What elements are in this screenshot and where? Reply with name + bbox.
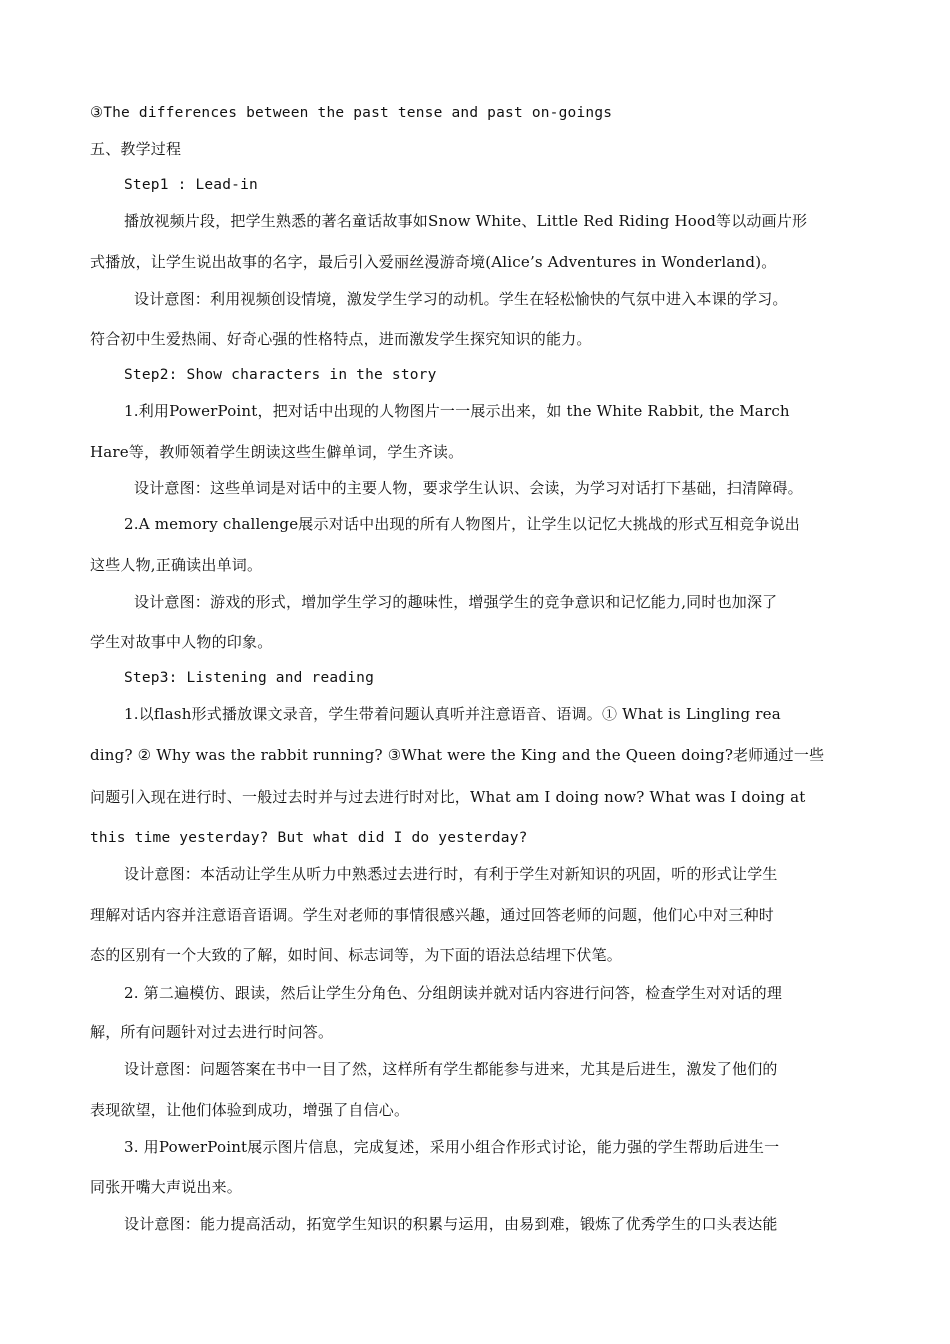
step2-heading: Step2: Show characters in the story — [124, 367, 437, 383]
design-intent-line: 设计意图：这些单词是对话中的主要人物，要求学生认识、会读，为学习对话打下基础，扫清障碍。 — [134, 479, 803, 497]
paragraph-line: 问题引入现在进行时、一般过去时并与过去进行时对比，What am I doing now? What was I doing at — [90, 788, 806, 806]
paragraph-line: 符合初中生爱热闹、好奇心强的性格特点，进而激发学生探究知识的能力。 — [90, 330, 592, 348]
paragraph-line: 2.A memory challenge展示对话中出现的所有人物图片，让学生以记忆大挑战的形式互相竞争说出 — [124, 515, 800, 533]
paragraph-line: 表现欲望，让他们体验到成功，增强了自信心。 — [90, 1101, 410, 1119]
paragraph-line: 1.利用PowerPoint，把对话中出现的人物图片一一展示出来，如 the White Rabbit, the March — [124, 402, 790, 420]
paragraph-line: 式播放，让学生说出故事的名字，最后引入爱丽丝漫游奇境(Alice’s Adventures in Wonderland)。 — [90, 253, 777, 271]
objective-3-line: ③The differences between the past tense and past on-goings — [90, 105, 613, 121]
design-intent-line: 设计意图：游戏的形式，增加学生学习的趣味性，增强学生的竞争意识和记忆能力,同时也加深了 — [134, 593, 778, 611]
design-intent-line: 设计意图：利用视频创设情境，激发学生学习的动机。学生在轻松愉快的气氛中进入本课的学习。 — [134, 290, 788, 308]
step3-heading: Step3: Listening and reading — [124, 670, 375, 686]
design-intent-line: 设计意图：能力提高活动，拓宽学生知识的积累与运用，由易到难，锻炼了优秀学生的口头表达能 — [124, 1215, 778, 1233]
paragraph-line: this time yesterday? But what did I do yesterday? — [90, 830, 528, 846]
paragraph-line: 态的区别有一个大致的了解，如时间、标志词等，为下面的语法总结埋下伏笔。 — [90, 946, 623, 964]
paragraph-line: Hare等，教师领着学生朗读这些生僻单词，学生齐读。 — [90, 443, 464, 461]
paragraph-line: 学生对故事中人物的印象。 — [90, 633, 273, 651]
paragraph-line: 3. 用PowerPoint展示图片信息，完成复述，采用小组合作形式讨论，能力强的学生帮助后进生一 — [124, 1138, 780, 1156]
design-intent-line: 设计意图：问题答案在书中一目了然，这样所有学生都能参与进来，尤其是后进生，激发了他们的 — [124, 1060, 778, 1078]
paragraph-line: 理解对话内容并注意语音语调。学生对老师的事情很感兴趣，通过回答老师的问题，他们心中对三种时 — [90, 906, 775, 924]
design-intent-line: 设计意图：本活动让学生从听力中熟悉过去进行时，有利于学生对新知识的巩固，听的形式让学生 — [124, 865, 778, 883]
section-heading-teaching-process: 五、教学过程 — [90, 140, 182, 158]
paragraph-line: 同张开嘴大声说出来。 — [90, 1178, 243, 1196]
paragraph-line: ding? ② Why was the rabbit running? ③What were the King and the Queen doing?老师通过一些 — [90, 746, 825, 764]
paragraph-line: 这些人物,正确读出单词。 — [90, 556, 263, 574]
paragraph-line: 播放视频片段，把学生熟悉的著名童话故事如Snow White、Little Red Riding Hood等以动画片形 — [124, 212, 808, 230]
step1-heading: Step1 : Lead-in — [124, 177, 258, 193]
paragraph-line: 1.以flash形式播放课文录音，学生带着问题认真听并注意语音、语调。① What is Lingling rea — [124, 705, 781, 723]
paragraph-line: 解，所有问题针对过去进行时问答。 — [90, 1023, 334, 1041]
paragraph-line: 2. 第二遍模仿、跟读，然后让学生分角色、分组朗读并就对话内容进行问答，检查学生对对话的理 — [124, 984, 783, 1002]
